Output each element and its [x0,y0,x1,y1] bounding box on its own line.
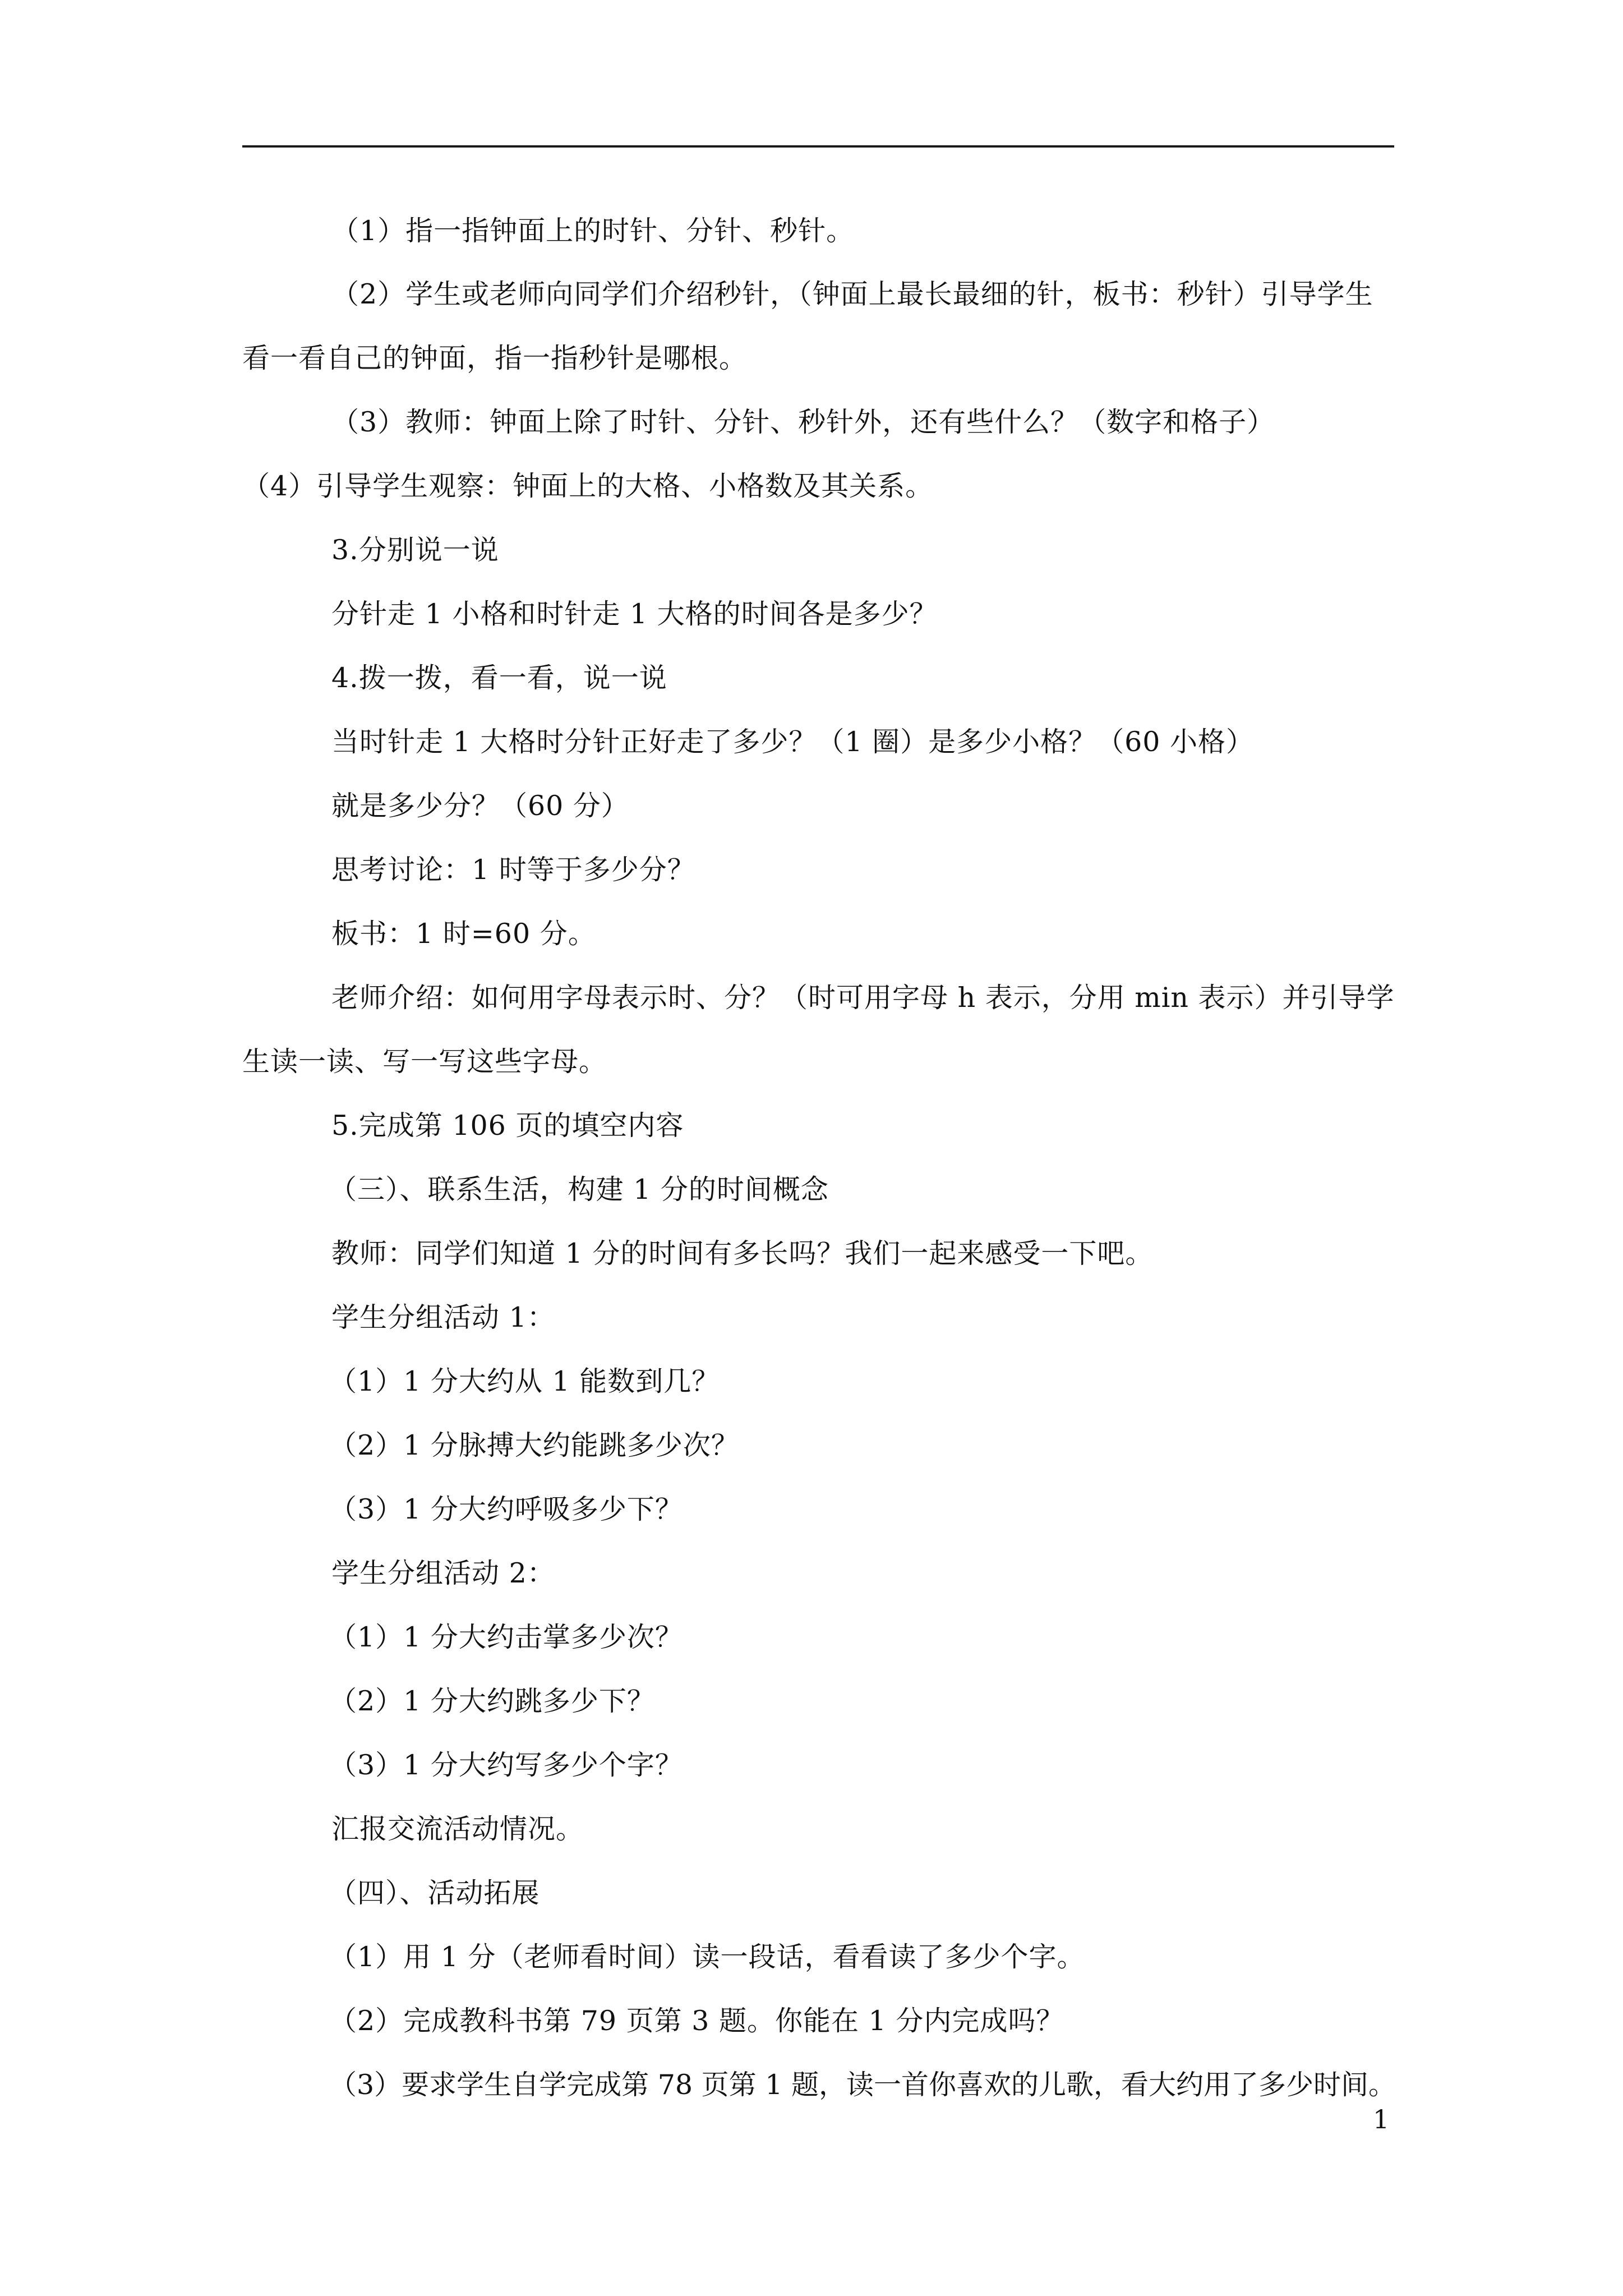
paragraph-line: 汇报交流活动情况。 [331,1813,584,1845]
list-item: （2）1 分脉搏大约能跳多少次？ [329,1429,739,1461]
section-heading: 3.分别说一说 [331,534,499,566]
paragraph-line: （3）教师：钟面上除了时针、分针、秒针外，还有些什么？（数字和格子） [331,406,1275,438]
paragraph-line: （1）指一指钟面上的时针、分针、秒针。 [331,215,855,247]
section-heading: （四）、活动拓展 [329,1877,540,1909]
header-rule [242,145,1394,148]
paragraph-line: 看一看自己的钟面，指一指秒针是哪根。 [242,342,748,374]
paragraph-line: 当时针走 1 大格时分针正好走了多少？（1 圈）是多少小格？（60 小格） [331,726,1255,758]
list-item: （3）1 分大约呼吸多少下？ [329,1493,683,1525]
list-item: （1）用 1 分（老师看时间）读一段话，看看读了多少个字。 [329,1941,1085,1973]
list-item: （3）要求学生自学完成第 78 页第 1 题，读一首你喜欢的儿歌，看大约用了多少时间。 [329,2069,1396,2101]
paragraph-line: 分针走 1 小格和时针走 1 大格的时间各是多少？ [331,598,938,630]
paragraph-line: 学生分组活动 1： [331,1301,555,1333]
paragraph-line: 学生分组活动 2： [331,1557,555,1589]
list-item: （2）1 分大约跳多少下？ [329,1685,655,1717]
list-item: （3）1 分大约写多少个字？ [329,1749,683,1781]
paragraph-line: 教师：同学们知道 1 分的时间有多长吗？我们一起来感受一下吧。 [331,1237,1154,1269]
section-heading: 5.完成第 106 页的填空内容 [331,1110,684,1142]
paragraph-line: 板书：1 时=60 分。 [331,918,596,950]
paragraph-line: 生读一读、写一写这些字母。 [242,1046,607,1078]
list-item: （1）1 分大约从 1 能数到几？ [329,1365,720,1397]
paragraph-line: （4）引导学生观察：钟面上的大格、小格数及其关系。 [242,470,934,502]
paragraph-line: （2）学生或老师向同学们介绍秒针，（钟面上最长最细的针，板书：秒针）引导学生 [331,278,1373,310]
paragraph-line: 老师介绍：如何用字母表示时、分？（时可用字母 h 表示，分用 min 表示）并引导学 [331,982,1395,1014]
list-item: （2）完成教科书第 79 页第 3 题。你能在 1 分内完成吗？ [329,2005,1064,2037]
section-heading: （三）、联系生活，构建 1 分的时间概念 [329,1174,829,1205]
list-item: （1）1 分大约击掌多少次？ [329,1621,683,1653]
paragraph-line: 就是多少分？（60 分） [331,790,629,822]
paragraph-line: 思考讨论：1 时等于多少分？ [331,854,695,886]
page-number: 1 [1373,2104,1390,2134]
section-heading: 4.拨一拨，看一看，说一说 [331,662,667,694]
